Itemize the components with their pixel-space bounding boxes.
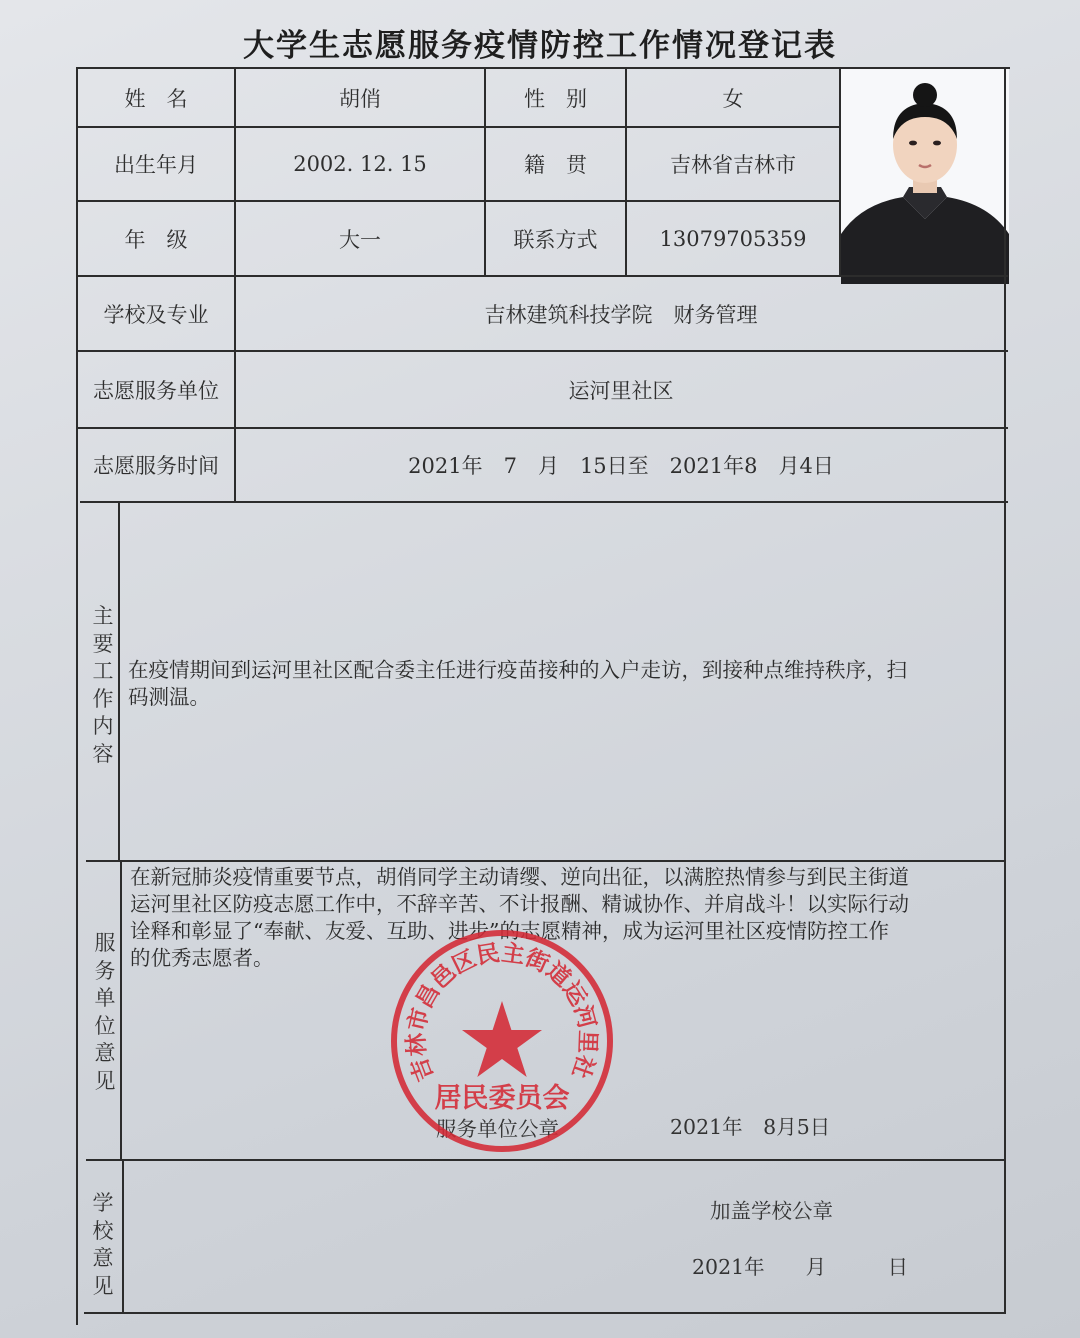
school-opinion-date: 2021年 月 日 [692, 1255, 909, 1279]
unit-seal-caption: 服务单位公章 [436, 1117, 559, 1141]
birth-label: 出生年月 [114, 153, 198, 177]
form-title: 大学生志愿服务疫情防控工作情况登记表 [243, 28, 837, 64]
contact-label: 联系方式 [513, 227, 598, 252]
applicant-photo [841, 69, 1009, 284]
gender-value: 女 [722, 86, 744, 111]
community-seal-stamp [388, 927, 616, 1155]
svg-text:居民委员会: 居民委员会 [434, 1083, 570, 1114]
grade-value: 大一 [339, 227, 381, 252]
name-value: 胡俏 [339, 86, 381, 111]
school-seal-caption: 加盖学校公章 [710, 1199, 833, 1223]
origin-value: 吉林省吉林市 [670, 153, 796, 177]
gender-label: 性 别 [524, 86, 587, 111]
unit-opinion-label: 服 务 单 位 意 见 [94, 931, 116, 1093]
work-content-text: 在疫情期间到运河里社区配合委主任进行疫苗接种的入户走访，到接种点维持秩序，扫 码测温。 [128, 658, 907, 709]
origin-label: 籍 贯 [524, 153, 587, 177]
unit-value: 运河里社区 [568, 378, 674, 403]
unit-label: 志愿服务单位 [93, 378, 219, 403]
time-label: 志愿服务时间 [93, 454, 219, 478]
school-value: 吉林建筑科技学院 财务管理 [484, 302, 758, 327]
school-label: 学校及专业 [103, 302, 209, 327]
time-value: 2021年 7 月 15日至 2021年8 月4日 [408, 454, 834, 478]
unit-opinion-text: 在新冠肺炎疫情重要节点，胡俏同学主动请缨、逆向出征，以满腔热情参与到民主街道 运河里社区防疫志愿工作中，不辞辛苦、不计报酬、精诚协作、并肩战斗！以实际行动 诠释和彰显了“奉献、友爱、互助、进步”的志愿精神，成为运河里社区疫情防控工作 的优秀志愿者。 [130, 865, 909, 970]
unit-opinion-date: 2021年 8月5日 [670, 1115, 831, 1139]
svg-text:吉林市昌邑区民主街道运河里社区: 吉林市昌邑区民主街道运河里社 [403, 940, 601, 1085]
birth-value: 2002. 12. 15 [293, 152, 427, 176]
name-label: 姓 名 [124, 86, 188, 111]
school-opinion-label: 学 校 意 见 [92, 1191, 114, 1298]
work-content-label: 主 要 工 作 内 容 [92, 604, 114, 766]
contact-value: 13079705359 [659, 226, 807, 251]
grade-label: 年 级 [124, 227, 188, 252]
